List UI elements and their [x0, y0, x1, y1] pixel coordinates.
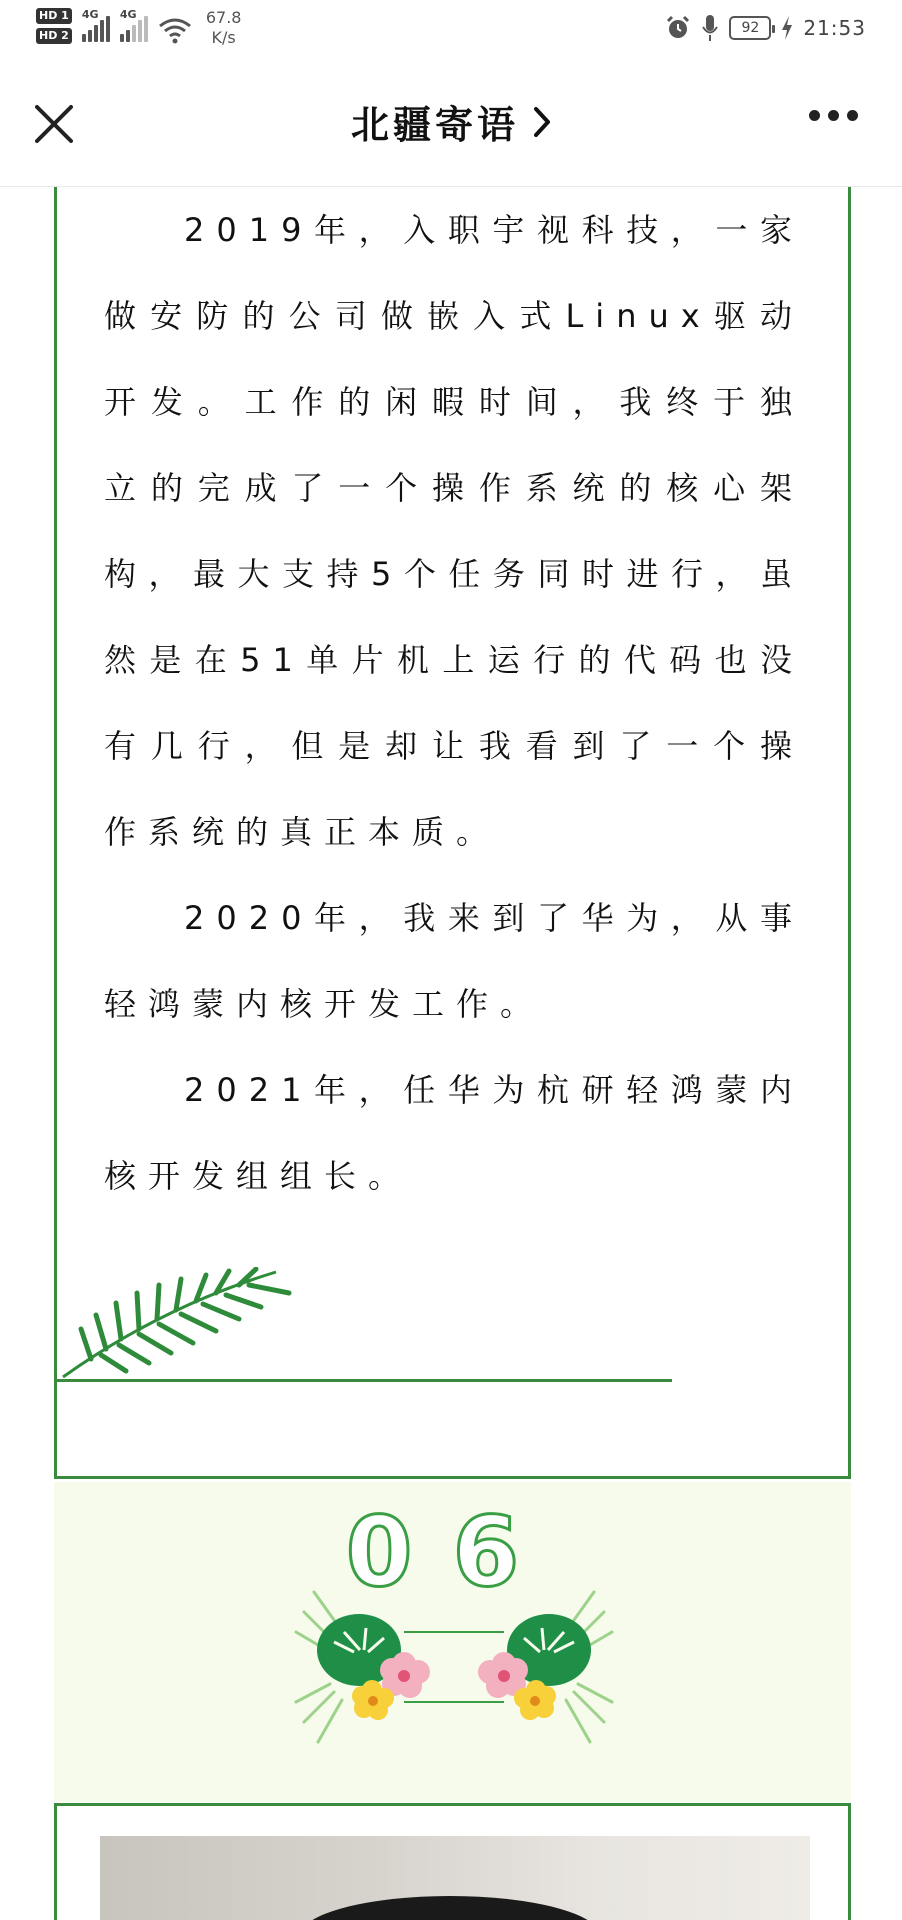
- status-left: [36, 8, 241, 48]
- network-speed: [206, 8, 242, 48]
- microphone-icon: [701, 14, 719, 42]
- status-right: [665, 14, 866, 42]
- divider-line: [57, 1379, 672, 1382]
- account-title-link[interactable]: [351, 94, 551, 149]
- section-banner: [54, 1482, 851, 1802]
- battery-icon: [729, 16, 771, 40]
- more-button[interactable]: [809, 110, 858, 121]
- article-text-box: [54, 187, 851, 1479]
- account-title: 北疆寄语: [350, 103, 519, 147]
- status-bar: [0, 0, 902, 60]
- signal-2-icon: [119, 8, 148, 42]
- profile-photo[interactable]: [100, 1836, 810, 1920]
- paragraph-2020: 2020年，我来到了华为，从事轻鸿蒙内核开发工作。: [104, 899, 804, 1023]
- more-dot: [809, 110, 820, 121]
- hd2-badge: HD 2: [36, 28, 72, 44]
- hd1-badge: HD 1: [36, 8, 72, 24]
- charging-icon: [781, 16, 793, 40]
- more-dot: [847, 110, 858, 121]
- chevron-right-icon: [533, 106, 551, 138]
- speed-unit: K/s: [211, 28, 236, 47]
- battery-level: 92: [741, 20, 760, 36]
- clock: 21:53: [803, 16, 866, 40]
- tropical-flowers-icon: [294, 1572, 614, 1752]
- photo-subject: [300, 1896, 600, 1920]
- signal-1-icon: [81, 8, 110, 42]
- section-number: 06: [345, 1496, 560, 1608]
- signal-1-type: 4G: [81, 8, 99, 21]
- alarm-icon: [665, 15, 691, 41]
- hd-indicators: [36, 8, 72, 44]
- more-dot: [828, 110, 839, 121]
- photo-box: [54, 1803, 851, 1920]
- nav-bar: [0, 60, 902, 187]
- paragraph-2021: 2021年，任华为杭研轻鸿蒙内核开发组组长。: [104, 1071, 804, 1195]
- wifi-icon: [158, 16, 192, 44]
- nav-title-wrap: [0, 94, 902, 149]
- speed-value: 67.8: [205, 8, 242, 27]
- paragraph-2019: 2019年，入职宇视科技，一家做安防的公司做嵌入式Linux驱动开发。工作的闲暇时间，我终于独立的完成了一个操作系统的核心架构，最大支持5个任务同时进行，虽然是在51单片机上运行的代码也没有几行，但是却让我看到了一个操作系统的真正本质。: [104, 211, 804, 851]
- signal-2-type: 4G: [119, 8, 137, 21]
- palm-leaf-icon: [61, 1267, 301, 1387]
